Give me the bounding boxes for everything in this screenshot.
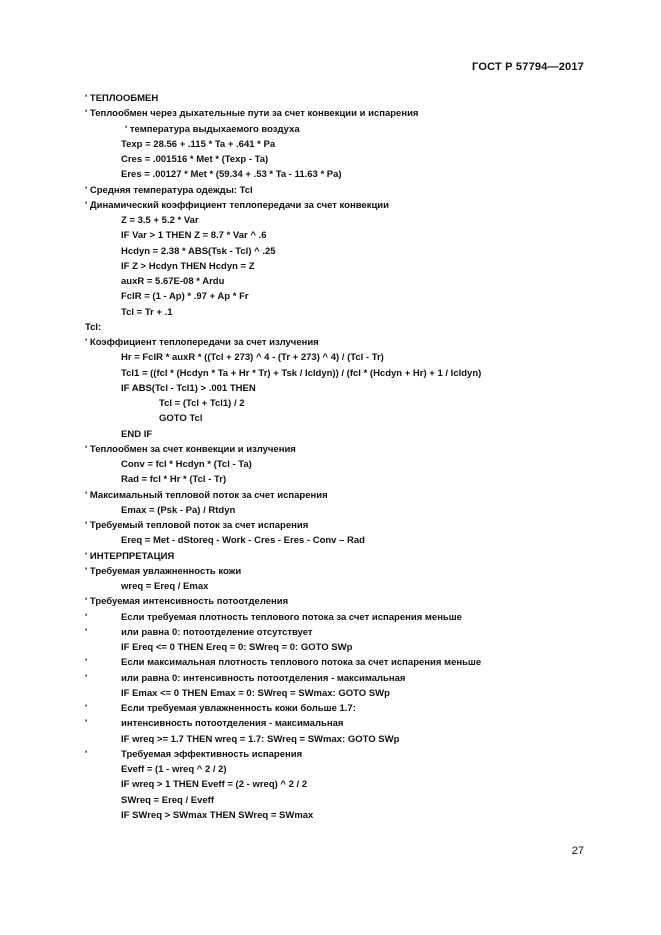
comment-mark: ' xyxy=(85,657,88,669)
comment-mark: ' xyxy=(85,626,88,638)
code-line: ' Средняя температура одежды: Tcl xyxy=(85,184,253,196)
code-line: ' Требуемая интенсивность потоотделения xyxy=(85,596,289,608)
code-line: Hr = FclR * auxR * ((Tcl + 273) ^ 4 - (Tr + 273) ^ 4) / (Tcl - Tr) xyxy=(121,352,384,364)
code-line: Tcl: xyxy=(85,321,102,333)
code-line: ' Коэффициент теплопередачи за счет излучения xyxy=(85,337,319,348)
code-line: SWreq = Ereq / Eveff xyxy=(121,794,215,806)
document-header: ГОСТ Р 57794—2017 xyxy=(472,61,584,73)
comment-mark: ' xyxy=(85,703,88,714)
code-line: Tcl1 = ((fcl * (Hcdyn * Ta + Hr * Tr) + Tsk / Icldyn)) / (fcl * (Hcdyn + Hr) + 1 / Icldyn) xyxy=(121,367,482,379)
code-line: Tcl = Tr + .1 xyxy=(121,306,173,318)
code-line-text: Если максимальная плотность теплового потока за счет испарения меньше xyxy=(121,657,482,669)
code-line: ' температура выдыхаемого воздуха xyxy=(125,123,300,135)
code-line: IF wreq > 1 THEN Eveff = (2 - wreq) ^ 2 / 2 xyxy=(121,779,308,791)
code-line: Hcdyn = 2.38 * ABS(Tsk - Tcl) ^ .25 xyxy=(121,245,276,257)
code-line: Eres = .00127 * Met * (59.34 + .53 * Ta - 11.63 * Pa) xyxy=(121,169,342,181)
code-line-text: Если требуемая плотность теплового потока за счет испарения меньше xyxy=(121,611,462,623)
code-line: IF Var > 1 THEN Z = 8.7 * Var ^ .6 xyxy=(121,230,267,242)
code-line: ' Теплообмен через дыхательные пути за счет конвекции и испарения xyxy=(85,108,419,120)
code-line: Z = 3.5 + 5.2 * Var xyxy=(121,215,199,226)
comment-mark: ' xyxy=(85,611,88,623)
code-line-text: или равна 0: интенсивность потоотделения - максимальная xyxy=(121,672,406,684)
code-line: Conv = fcl * Hcdyn * (Tcl - Ta) xyxy=(121,459,252,470)
code-line: Ereq = Met - dStoreq - Work - Cres - Eres - Conv – Rad xyxy=(121,535,365,547)
comment-mark: ' xyxy=(85,672,88,684)
code-line: ' ИНТЕРПРЕТАЦИЯ xyxy=(85,550,175,562)
code-line: IF wreq >= 1.7 THEN wreq = 1.7: SWreq = SWmax: GOTO SWp xyxy=(121,733,400,745)
code-line: Tcl = (Tcl + Tcl1) / 2 xyxy=(159,398,245,409)
code-line: IF Ereq <= 0 THEN Ereq = 0: SWreq = 0: GOTO SWp xyxy=(121,642,353,653)
code-line: IF Z > Hcdyn THEN Hcdyn = Z xyxy=(121,260,255,272)
code-line: auxR = 5.67E-08 * Ardu xyxy=(121,276,225,287)
code-line: FclR = (1 - Ap) * .97 + Ap * Fr xyxy=(121,291,249,303)
code-line xyxy=(85,716,585,731)
code-line-text: Если требуемая увлажненность кожи больше 1.7: xyxy=(121,703,356,714)
page-number: 27 xyxy=(571,845,584,857)
code-line: ' Теплообмен за счет конвекции и излучения xyxy=(85,443,296,455)
code-line-text: интенсивность потоотделения - максимальная xyxy=(121,718,344,730)
code-line: Cres = .001516 * Met * (Texp - Ta) xyxy=(121,154,269,165)
code-line xyxy=(85,655,585,670)
code-line xyxy=(85,747,585,762)
code-line: ' Максимальный тепловой поток за счет испарения xyxy=(85,489,328,501)
comment-mark: ' xyxy=(85,748,88,760)
code-line: Rad = fcl * Hr * (Tcl - Tr) xyxy=(121,474,227,486)
comment-mark: ' xyxy=(85,718,88,730)
code-line-text: Требуемая эффективность испарения xyxy=(121,748,303,760)
code-line: Texp = 28.56 + .115 * Ta + .641 * Pa xyxy=(121,138,276,150)
code-line xyxy=(85,610,585,625)
code-line: wreq = Ereq / Emax xyxy=(121,581,209,592)
code-line: IF ABS(Tcl - Tcl1) > .001 THEN xyxy=(121,382,256,394)
code-line-text: или равна 0: потоотделение отсутствует xyxy=(121,626,313,638)
code-line: Eveff = (1 - wreq ^ 2 / 2) xyxy=(121,764,227,775)
code-line: IF SWreq > SWmax THEN SWreq = SWmax xyxy=(121,809,314,821)
code-line: ' Требуемый тепловой поток за счет испарения xyxy=(85,520,309,531)
code-line: Emax = (Psk - Pa) / Rtdyn xyxy=(121,504,236,516)
code-line: ' ТЕПЛООБМЕН xyxy=(85,93,159,104)
code-line: ' Требуемая увлажненность кожи xyxy=(85,565,242,577)
code-line: GOTO Tcl xyxy=(159,413,203,425)
code-line: ' Динамический коэффициент теплопередачи за счет конвекции xyxy=(85,199,389,211)
code-listing xyxy=(85,91,585,823)
code-line xyxy=(85,671,585,686)
code-line xyxy=(85,625,585,640)
code-line xyxy=(85,701,585,716)
code-line: END IF xyxy=(121,428,153,440)
code-line: IF Emax <= 0 THEN Emax = 0: SWreq = SWmax: GOTO SWp xyxy=(121,687,390,699)
